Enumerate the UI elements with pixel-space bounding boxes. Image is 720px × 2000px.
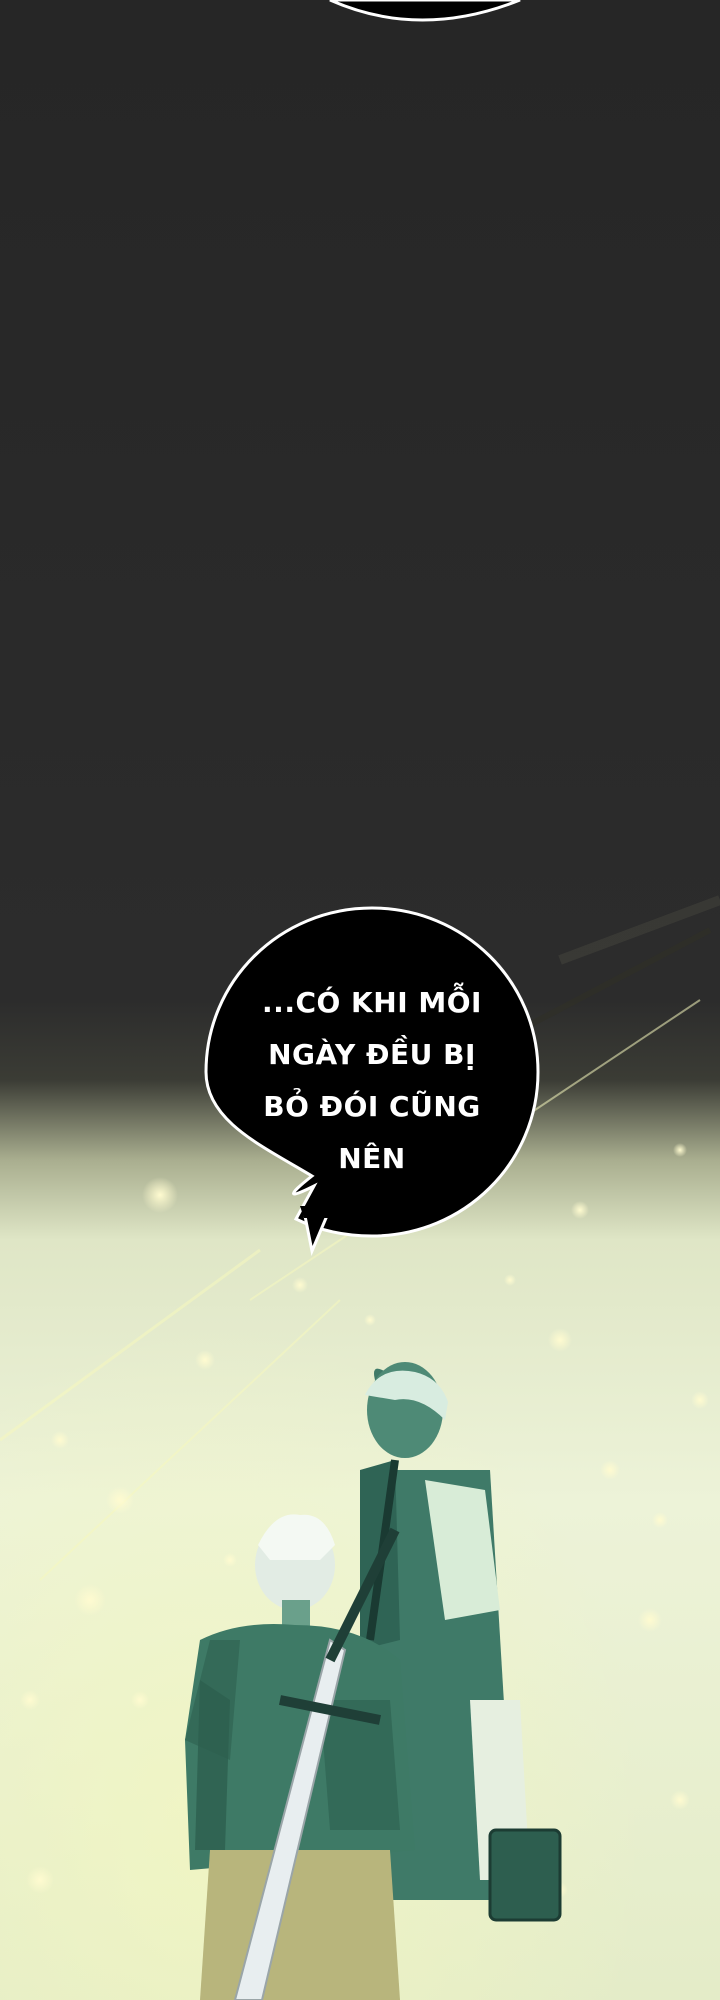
speech-bubble <box>204 906 540 1256</box>
speech-line-2: NGÀY ĐỀU BỊ <box>268 1038 476 1071</box>
speech-line-4: NÊN <box>338 1142 406 1175</box>
speech-line-1: ...CÓ KHI MỖI <box>262 986 482 1019</box>
speech-text <box>242 977 502 1185</box>
speech-line-3: BỎ ĐÓI CŨNG <box>263 1090 481 1123</box>
